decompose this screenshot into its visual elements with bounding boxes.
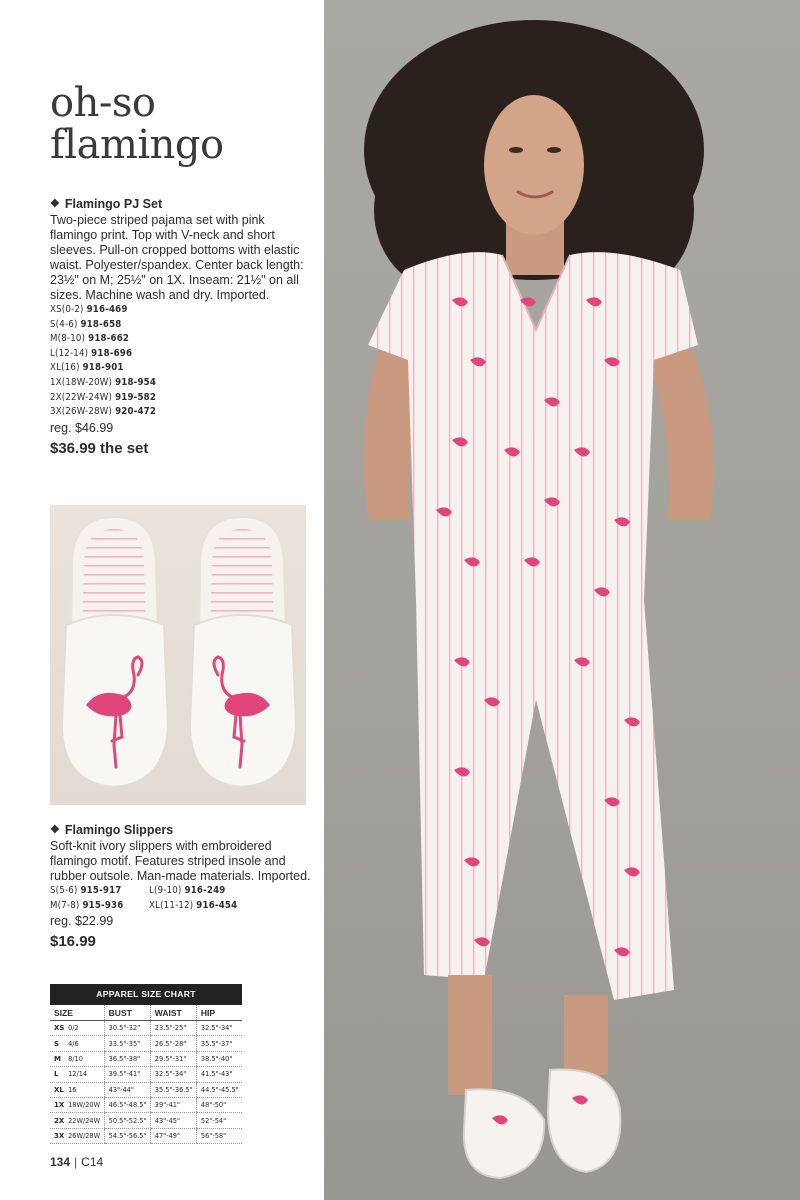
sku-column-right bbox=[149, 884, 248, 913]
sku-code: 916-249 bbox=[184, 885, 226, 896]
column-header-size: SIZE bbox=[50, 1005, 104, 1021]
diamond-bullet-icon: ❖ bbox=[50, 824, 60, 836]
sku-line bbox=[50, 347, 312, 362]
slippers-description: Soft-knit ivory slippers with embroidered flamingo motif. Features striped insole and rubber outsole. Man-made materials. Imported. bbox=[50, 839, 311, 883]
bust-cell: 30.5"-32" bbox=[104, 1021, 150, 1036]
size-chart-header-row bbox=[50, 1005, 242, 1021]
sku-column-left bbox=[50, 884, 149, 913]
pj-set-product bbox=[50, 197, 312, 456]
hip-cell: 48"-50" bbox=[196, 1097, 242, 1112]
hip-cell: 52"-54" bbox=[196, 1113, 242, 1128]
bust-cell: 46.5"-48.5" bbox=[104, 1097, 150, 1112]
waist-cell: 39"-41" bbox=[150, 1097, 196, 1112]
sku-code: 918-696 bbox=[91, 347, 133, 359]
sku-size: XL(11-12) bbox=[149, 899, 194, 911]
hip-cell: 44.5"-45.5" bbox=[196, 1082, 242, 1097]
slippers-title-row bbox=[50, 823, 312, 838]
table-row bbox=[50, 1082, 242, 1097]
size-chart-title: APPAREL SIZE CHART bbox=[50, 984, 242, 1005]
size-cell bbox=[50, 1067, 104, 1082]
bust-cell: 36.5"-38" bbox=[104, 1051, 150, 1066]
sku-line bbox=[50, 899, 149, 914]
size-range: 18W/20W bbox=[68, 1101, 101, 1110]
size-code: 2X bbox=[54, 1116, 65, 1125]
model-photo bbox=[324, 0, 800, 1200]
size-chart-table bbox=[50, 1005, 242, 1144]
column-header-waist: WAIST bbox=[150, 1005, 196, 1021]
size-code: XL bbox=[54, 1085, 64, 1094]
slippers-title: Flamingo Slippers bbox=[64, 823, 174, 837]
sku-size: 3X(26W-28W) bbox=[50, 406, 113, 418]
size-code: 1X bbox=[54, 1101, 65, 1110]
sku-size: M(8-10) bbox=[50, 333, 86, 345]
table-row bbox=[50, 1067, 242, 1082]
sku-code: 919-582 bbox=[115, 391, 157, 403]
sku-line bbox=[50, 376, 312, 391]
size-range: 8/10 bbox=[68, 1054, 83, 1063]
sku-code: 918-662 bbox=[88, 333, 130, 345]
table-row bbox=[50, 1097, 242, 1112]
sku-code: 915-917 bbox=[80, 885, 122, 896]
sku-size: L(12-14) bbox=[50, 347, 89, 359]
sku-line bbox=[50, 303, 312, 318]
pj-set-title-row bbox=[50, 197, 312, 212]
bust-cell: 54.5"-56.5" bbox=[104, 1128, 150, 1143]
pj-set-sale-price: $36.99 the set bbox=[50, 439, 149, 457]
pj-set-sku-list bbox=[50, 303, 312, 420]
headline-line-1: oh-so bbox=[50, 80, 156, 126]
sku-code: 918-901 bbox=[82, 362, 124, 374]
size-cell bbox=[50, 1036, 104, 1051]
sku-size: S(4-6) bbox=[50, 318, 78, 330]
slippers-regular-price: reg. $22.99 bbox=[50, 914, 114, 929]
sku-code: 915-936 bbox=[82, 899, 124, 911]
sku-code: 920-472 bbox=[115, 406, 157, 418]
sku-line bbox=[149, 899, 248, 914]
bust-cell: 50.5"-52.5" bbox=[104, 1113, 150, 1128]
slippers-product bbox=[50, 823, 312, 949]
slippers-illustration bbox=[50, 505, 306, 805]
pj-set-regular-price: reg. $46.99 bbox=[50, 420, 114, 435]
bust-cell: 39.5"-41" bbox=[104, 1067, 150, 1082]
pj-set-description: Two-piece striped pajama set with pink flamingo print. Top with V-neck and short sleeves. Pull-on cropped bottoms with elastic waist. Polyester/spandex. Center back length: 23½" on M; 25½" on 1X. Inseam: 21½" on all sizes. Machine wash and dry. Imported. bbox=[50, 213, 304, 302]
bust-cell: 33.5"-35" bbox=[104, 1036, 150, 1051]
slippers-product-image bbox=[50, 505, 306, 805]
sku-size: L(9-10) bbox=[149, 885, 182, 896]
size-cell bbox=[50, 1128, 104, 1143]
pj-set-title: Flamingo PJ Set bbox=[64, 197, 163, 211]
right-slipper bbox=[190, 517, 296, 787]
page-footer bbox=[50, 1155, 103, 1169]
hip-cell: 56"-58" bbox=[196, 1128, 242, 1143]
hip-cell: 41.5"-43" bbox=[196, 1067, 242, 1082]
sku-size: M(7-8) bbox=[50, 899, 80, 911]
size-cell bbox=[50, 1051, 104, 1066]
size-range: 12/14 bbox=[68, 1070, 88, 1079]
sku-code: 916-469 bbox=[86, 304, 128, 315]
catalog-code: C14 bbox=[81, 1155, 104, 1169]
sku-line bbox=[50, 405, 312, 420]
sku-line bbox=[50, 884, 149, 899]
column-header-hip: HIP bbox=[196, 1005, 242, 1021]
sku-line bbox=[50, 391, 312, 406]
slippers-sale-price: $16.99 bbox=[50, 933, 96, 951]
footer-divider: | bbox=[74, 1155, 78, 1169]
diamond-bullet-icon: ❖ bbox=[50, 198, 60, 210]
model-in-flamingo-pajamas-image bbox=[324, 0, 800, 1200]
sku-line bbox=[50, 318, 312, 333]
size-range: 26W/28W bbox=[68, 1131, 101, 1140]
size-code: S bbox=[54, 1039, 60, 1048]
size-code: 3X bbox=[54, 1131, 65, 1140]
waist-cell: 23.5"-25" bbox=[150, 1021, 196, 1036]
sku-code: 916-454 bbox=[196, 899, 238, 911]
table-row bbox=[50, 1051, 242, 1066]
sku-code: 918-954 bbox=[115, 376, 157, 388]
sku-size: S(5-6) bbox=[50, 885, 78, 896]
waist-cell: 32.5"-34" bbox=[150, 1067, 196, 1082]
page-headline bbox=[50, 82, 224, 166]
column-header-bust: BUST bbox=[104, 1005, 150, 1021]
size-cell bbox=[50, 1021, 104, 1036]
left-slipper bbox=[62, 517, 168, 787]
size-cell bbox=[50, 1082, 104, 1097]
waist-cell: 26.5"-28" bbox=[150, 1036, 196, 1051]
sku-line bbox=[50, 332, 312, 347]
table-row bbox=[50, 1128, 242, 1143]
sku-line bbox=[50, 361, 312, 376]
apparel-size-chart bbox=[50, 984, 242, 1144]
sku-size: 1X(18W-20W) bbox=[50, 376, 113, 388]
sku-size: XL(16) bbox=[50, 362, 80, 374]
waist-cell: 47"-49" bbox=[150, 1128, 196, 1143]
page-number: 134 bbox=[50, 1155, 71, 1169]
size-cell bbox=[50, 1113, 104, 1128]
table-row bbox=[50, 1021, 242, 1036]
hip-cell: 38.5"-40" bbox=[196, 1051, 242, 1066]
waist-cell: 35.5"-36.5" bbox=[150, 1082, 196, 1097]
waist-cell: 29.5"-31" bbox=[150, 1051, 196, 1066]
size-range: 4/6 bbox=[68, 1039, 79, 1048]
sku-code: 918-658 bbox=[80, 318, 122, 330]
hip-cell: 32.5"-34" bbox=[196, 1021, 242, 1036]
slippers-sku-list bbox=[50, 884, 312, 913]
size-range: 16 bbox=[68, 1085, 77, 1094]
size-code: M bbox=[54, 1054, 61, 1063]
table-row bbox=[50, 1113, 242, 1128]
size-code: L bbox=[54, 1070, 59, 1079]
bust-cell: 43"-44" bbox=[104, 1082, 150, 1097]
size-cell bbox=[50, 1097, 104, 1112]
table-row bbox=[50, 1036, 242, 1051]
waist-cell: 43"-45" bbox=[150, 1113, 196, 1128]
sku-line bbox=[149, 884, 248, 899]
size-range: 0/2 bbox=[68, 1024, 79, 1033]
sku-size: 2X(22W-24W) bbox=[50, 391, 113, 403]
size-code: XS bbox=[54, 1024, 65, 1033]
headline-line-2: flamingo bbox=[50, 122, 224, 168]
hip-cell: 35.5"-37" bbox=[196, 1036, 242, 1051]
size-range: 22W/24W bbox=[68, 1116, 101, 1125]
sku-size: XS(0-2) bbox=[50, 304, 84, 315]
catalog-text-column bbox=[0, 0, 324, 1200]
